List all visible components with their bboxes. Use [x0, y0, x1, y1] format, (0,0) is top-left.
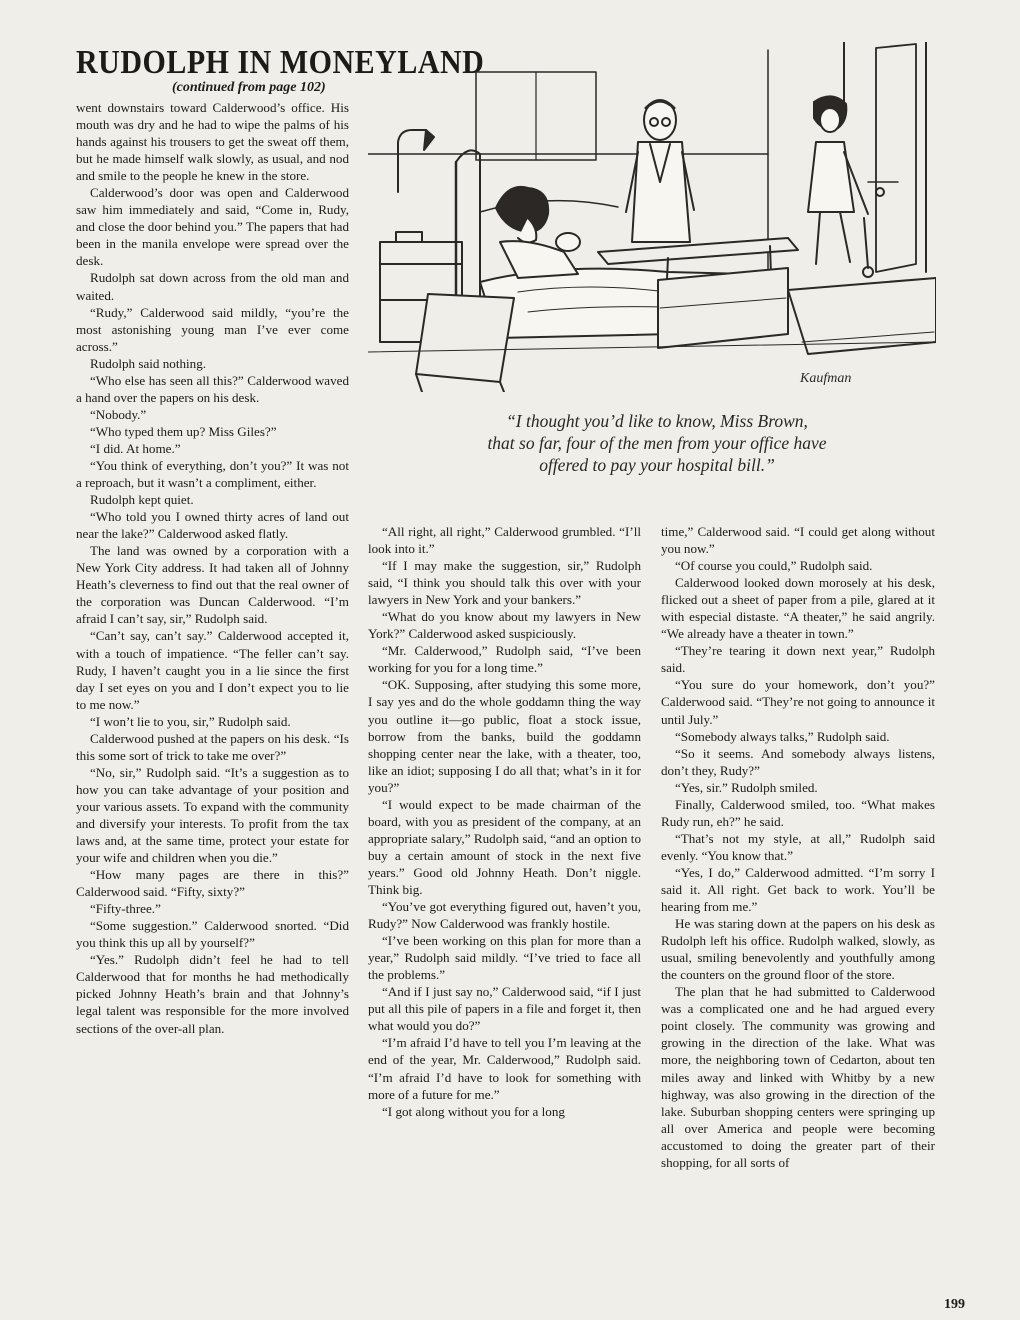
paragraph: went downstairs toward Calderwood’s office. His mouth was dry and he had to wipe the palms of his hands against his trousers to get the sweat off them, but he made himself walk slowly, as usual, and nod and smile to the people he knew in the store.: [76, 100, 349, 184]
paragraph: Rudolph said nothing.: [90, 355, 207, 371]
paragraph: “How many pages are there in this?” Calderwood said. “Fifty, sixty?”: [76, 867, 349, 900]
paragraph: “You’ve got everything figured out, haven’t you, Rudy?” Now Calderwood was frankly hostile.: [368, 899, 641, 932]
paragraph: “OK. Supposing, after studying this some more, I say yes and do the whole goddamn thing the way you outline it—go public, float a stock issue, borrow from the banks, build the goddamn shopping center near the lake, with a theater, too, like an idiot; supposing I do all that; what’s in it for you?”: [368, 677, 641, 795]
paragraph: The land was owned by a corporation with a New York City address. It had taken all of Johnny Heath’s cleverness to find out that the real owner of the corporation was Duncan Calderwood. “I’m afraid I can’t say, sir,” Rudolph said.: [76, 543, 349, 627]
paragraph: “If I may make the suggestion, sir,” Rudolph said, “I think you should talk this over with your lawyers in New York and your bankers.”: [368, 558, 641, 608]
paragraph: Calderwood’s door was open and Calderwood saw him immediately and said, “Come in, Rudy, and close the door behind you.” The papers that had been in the manila envelope were spread over the desk.: [76, 185, 349, 269]
paragraph: Rudolph sat down across from the old man and waited.: [76, 270, 349, 303]
paragraph: “No, sir,” Rudolph said. “It’s a suggestion as to how you can take advantage of your position and your various assets. To expand with the community and diversify your interests. To profit from the tax laws and, at the same time, protect your estate for your wife and children when you die.”: [76, 764, 349, 866]
paragraph: “I did. At home.”: [90, 440, 181, 456]
paragraph: “Who told you I owned thirty acres of land out near the lake?” Calderwood asked flatly.: [76, 509, 349, 542]
paragraph: Calderwood looked down morosely at his desk, flicked out a sheet of paper from a pile, glared at it with especial distaste. “A theater,” he said angrily. “We already have a theater in town.”: [661, 575, 935, 642]
paragraph: “Who typed them up? Miss Giles?”: [90, 423, 277, 439]
page-number: 199: [944, 1297, 965, 1312]
paragraph: “I won’t lie to you, sir,” Rudolph said.: [90, 713, 291, 729]
paragraph: “Rudy,” Calderwood said mildly, “you’re the most astonishing young man I’ve ever come across.”: [76, 304, 349, 354]
paragraph: “Of course you could,” Rudolph said.: [675, 558, 873, 574]
paragraph: “You sure do your homework, don’t you?” Calderwood said. “They’re not going to announce it until July.”: [661, 677, 935, 727]
paragraph: Rudolph kept quiet.: [90, 492, 194, 508]
paragraph: “Some suggestion.” Calderwood snorted. “Did you think this up all by yourself?”: [76, 918, 349, 951]
paragraph: “And if I just say no,” Calderwood said, “if I just put all this pile of papers in a file and forget it, then what would you do?”: [368, 984, 641, 1034]
paragraph: “That’s not my style, at all,” Rudolph said evenly. “You know that.”: [661, 830, 935, 863]
paragraph: “Who else has seen all this?” Calderwood waved a hand over the papers on his desk.: [76, 372, 349, 405]
cartoonist-signature: Kaufman: [800, 371, 852, 386]
paragraph: The plan that he had submitted to Calderwood was a complicated one and he had argued every point closely. The community was growing and growing in the direction of the lake. What was more, the neighboring town of Cedarton, about ten miles away and linked with Whitby by a new highway, was also growing in the direction of the lake. Suburban shopping centers were springing up all over America and people were becoming accustomed to doing the greater part of their shopping, for all sorts of: [661, 984, 935, 1170]
paragraph: “All right, all right,” Calderwood grumbled. “I’ll look into it.”: [368, 524, 641, 557]
paragraph: He was staring down at the papers on his desk as Rudolph left his office. Rudolph walked, slowly, as usual, smiling benevolently and youthfully among the counters on the ground floor of the store.: [661, 916, 935, 983]
paragraph: “Can’t say, can’t say.” Calderwood accepted it, with a touch of impatience. “The feller can’t say. Rudy, I haven’t caught you in a lie since the first day I set eyes on you and I don’t expect you to lie to me now.”: [76, 628, 349, 712]
paragraph: “Fifty-three.”: [90, 901, 161, 917]
caption-line: “I thought you’d like to know, Miss Brown,: [506, 411, 808, 431]
text-column-left: [76, 99, 349, 1037]
paragraph: “They’re tearing it down next year,” Rudolph said.: [661, 643, 935, 676]
paragraph: “I’ve been working on this plan for more than a year,” Rudolph said mildly. “I’ve tried to face all the problems.”: [368, 933, 641, 983]
paragraph: “Nobody.”: [90, 406, 147, 422]
paragraph: “Mr. Calderwood,” Rudolph said, “I’ve been working for you for a long time.”: [368, 643, 641, 676]
paragraph: “What do you know about my lawyers in New York?” Calderwood asked suspiciously.: [368, 609, 641, 642]
caption-line: offered to pay your hospital bill.”: [539, 455, 775, 475]
text-column-middle: [368, 523, 641, 1120]
paragraph: “So it seems. And somebody always listens, don’t they, Rudy?”: [661, 745, 935, 778]
caption-line: that so far, four of the men from your office have: [487, 433, 827, 453]
paragraph: “I got along without you for a long: [382, 1103, 565, 1119]
paragraph: “Yes.” Rudolph didn’t feel he had to tell Calderwood that for months he had methodically picked Johnny Heath’s brain and that Johnny’s legal talent was responsible for the more involved sections of the over-all plan.: [76, 952, 349, 1036]
text-column-right: [661, 523, 935, 1171]
paragraph: time,” Calderwood said. “I could get along without you now.”: [661, 524, 935, 557]
paragraph: Calderwood pushed at the papers on his desk. “Is this some sort of trick to take me over?”: [76, 730, 349, 763]
paragraph: “Yes, I do,” Calderwood admitted. “I’m sorry I said it. All right. Get back to work. You’ll be hearing from me.”: [661, 864, 935, 915]
cartoon-illustration: [368, 42, 936, 392]
paragraph: “Somebody always talks,” Rudolph said.: [675, 728, 890, 744]
paragraph: “I would expect to be made chairman of the board, with you as president of the company, at an appropriate salary,” Rudolph said, “and an option to buy a certain amount of stock in the next five years.” Good old Johnny Heath. Don’t niggle. Think big.: [368, 796, 641, 897]
paragraph: “I’m afraid I’d have to tell you I’m leaving at the end of the year, Mr. Calderwood,” Rudolph said. “I’m afraid I’d have to look for something with more of a future for me.”: [368, 1035, 641, 1102]
continued-from-note: (continued from page 102): [172, 80, 326, 95]
paragraph: “You think of everything, don’t you?” It was not a reproach, but it wasn’t a compliment, either.: [76, 457, 349, 491]
article-headline: RUDOLPH IN MONEYLAND: [76, 44, 485, 81]
paragraph: “Yes, sir.” Rudolph smiled.: [675, 779, 818, 795]
cartoon-caption: [378, 410, 936, 476]
paragraph: Finally, Calderwood smiled, too. “What makes Rudy run, eh?” he said.: [661, 796, 935, 829]
